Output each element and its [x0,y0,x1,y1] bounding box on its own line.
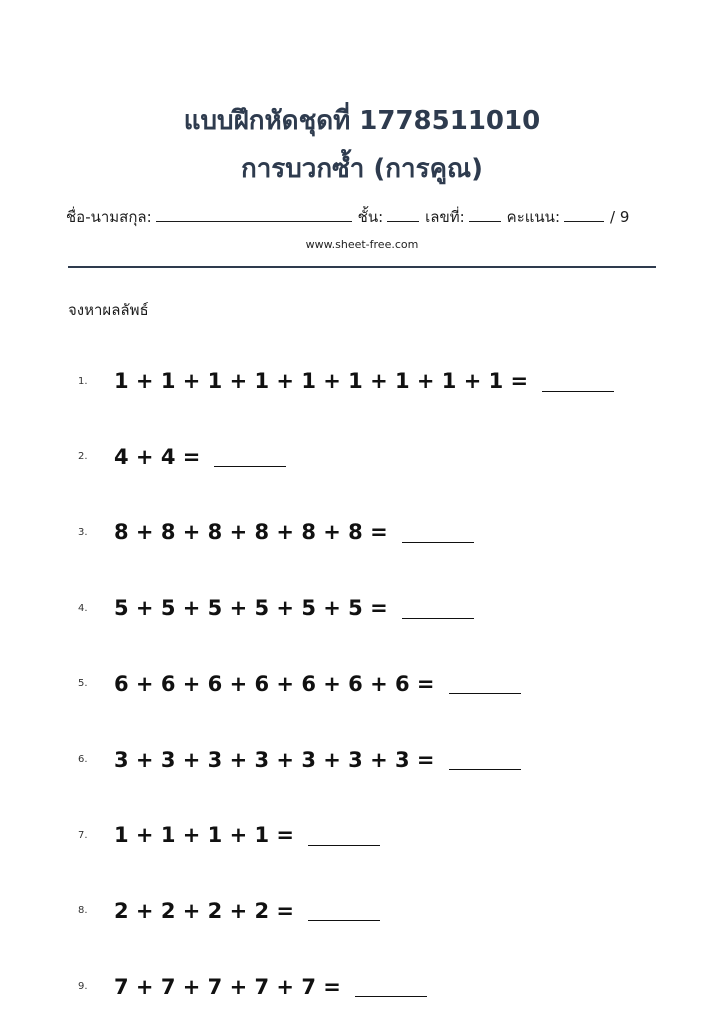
problem-expression: 2 + 2 + 2 + 2 = [114,898,295,923]
problem-row [78,896,380,926]
problem-expression: 1 + 1 + 1 + 1 = [114,823,295,848]
problem-number: 8. [78,905,88,917]
answer-blank[interactable] [402,542,474,543]
problem-expression: 5 + 5 + 5 + 5 + 5 + 5 = [114,596,388,621]
problem-row [78,972,427,1002]
answer-blank[interactable] [355,996,427,997]
answer-blank[interactable] [214,466,286,467]
class-label: ชั้น: [357,208,384,226]
problem-number: 9. [78,981,88,993]
problem-expression: 4 + 4 = [114,444,201,469]
name-label: ชื่อ-นามสกุล: [66,208,152,226]
problem-expression: 3 + 3 + 3 + 3 + 3 + 3 + 3 = [114,747,435,772]
score-total: / 9 [610,208,630,226]
problem-number: 7. [78,829,88,841]
problem-number: 5. [78,678,88,690]
problem-expression: 1 + 1 + 1 + 1 + 1 + 1 + 1 + 1 + 1 = [114,369,529,393]
answer-blank[interactable] [308,845,380,846]
number-label: เลขที่: [425,208,465,226]
problem-expression: 7 + 7 + 7 + 7 + 7 = [114,974,341,999]
student-info-line [66,205,658,229]
problem-row [78,745,521,775]
problem-expression: 8 + 8 + 8 + 8 + 8 + 8 = [114,520,388,545]
instruction-text: จงหาผลลัพธ์ [68,301,149,319]
problem-number: 4. [78,602,88,614]
number-blank[interactable] [469,205,501,222]
problem-row [78,593,474,623]
problem-number: 1. [78,375,88,387]
problem-number: 3. [78,526,88,538]
problem-number: 6. [78,754,88,765]
answer-blank[interactable] [542,391,614,392]
answer-blank[interactable] [308,920,380,921]
problem-number: 2. [78,451,88,463]
problem-row [78,366,614,396]
header-divider [68,266,656,268]
score-blank[interactable] [564,205,604,222]
website-url: www.sheet-free.com [305,238,419,251]
name-blank[interactable] [156,205,352,222]
worksheet-title: แบบฝึกหัดชุดที่ 1778511010 [183,106,541,136]
class-blank[interactable] [387,205,419,222]
answer-blank[interactable] [449,693,521,694]
problem-row [78,669,521,699]
score-label: คะแนน: [506,208,560,226]
answer-blank[interactable] [449,769,521,770]
answer-blank[interactable] [402,618,474,619]
problem-row [78,442,286,472]
problem-expression: 6 + 6 + 6 + 6 + 6 + 6 + 6 = [114,671,435,696]
problem-row [78,517,474,547]
problem-row [78,820,380,850]
worksheet-subtitle: การบวกซ้ำ (การคูณ) [240,154,484,184]
